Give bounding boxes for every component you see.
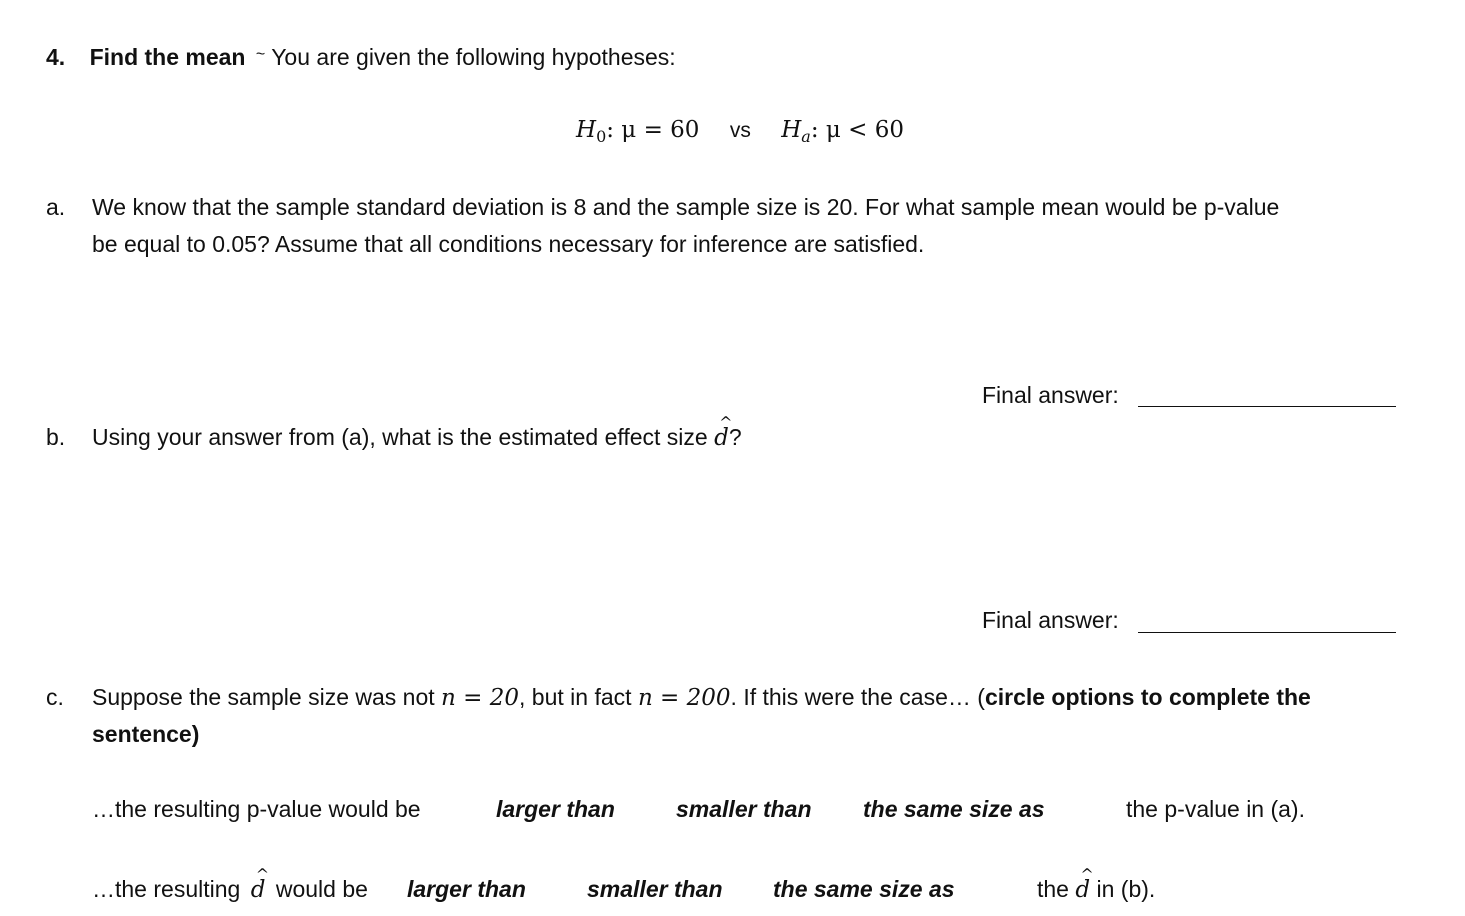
d-hat-symbol-row-2-tail: ^ d	[1075, 877, 1090, 903]
d-hat-symbol-row-2: ^ d	[251, 877, 266, 903]
vs-label: vs	[729, 119, 751, 142]
part-c-text-1: Suppose the sample size was not	[92, 684, 435, 710]
part-b-label: b.	[46, 424, 66, 450]
row-2-tail	[1037, 876, 1155, 903]
part-a-line-2: be equal to 0.05? Assume that all conditions necessary for inference are satisfied.	[92, 231, 925, 257]
part-c-line-1	[92, 684, 1311, 711]
row-2-lead	[92, 876, 368, 903]
d-hat-symbol: ^ d	[714, 425, 729, 451]
ha-subscript: a	[801, 127, 811, 146]
tilde: ~	[255, 46, 266, 63]
part-b-question	[92, 424, 742, 451]
h0-symbol: H	[576, 117, 597, 143]
h0-subscript: 0	[596, 127, 607, 146]
ha-symbol: H	[781, 117, 802, 143]
row-2-option-smaller[interactable]: smaller than	[587, 876, 723, 902]
final-answer-label-a: Final answer:	[982, 382, 1119, 408]
part-a-line-1: We know that the sample standard deviation is 8 and the sample size is 20. For what sample mean would be p-value	[92, 194, 1280, 220]
part-b-question-mark: ?	[728, 424, 742, 450]
row-2-option-same[interactable]: the same size as	[773, 876, 955, 902]
row-2-lead-before: …the resulting	[92, 876, 241, 902]
part-c-label: c.	[46, 684, 64, 710]
n-equals-200: n = 200	[637, 685, 731, 711]
part-c-text-2: , but in fact	[519, 684, 632, 710]
hypotheses	[576, 116, 904, 146]
instruction-open-paren: (	[977, 684, 985, 710]
row-2-lead-after: would be	[275, 876, 368, 902]
row-2-option-larger[interactable]: larger than	[407, 876, 526, 902]
part-a-label: a.	[46, 194, 66, 220]
row-1-option-larger[interactable]: larger than	[496, 796, 615, 822]
row-2-tail-after: in (b).	[1096, 876, 1156, 902]
h0-expression: : μ = 60	[606, 117, 700, 143]
row-2-tail-before: the	[1037, 876, 1069, 902]
n-equals-20-text: n = 20	[441, 685, 520, 711]
question-number: 4.	[46, 44, 66, 70]
ha-expression: : μ < 60	[810, 117, 904, 143]
final-answer-label-b: Final answer:	[982, 607, 1119, 633]
question-header	[46, 44, 676, 71]
row-1-option-smaller[interactable]: smaller than	[676, 796, 812, 822]
n-equals-20	[441, 685, 519, 711]
part-b-text: Using your answer from (a), what is the estimated effect size	[92, 424, 708, 450]
final-answer-line-a[interactable]	[1138, 406, 1396, 407]
row-1-tail: the p-value in (a).	[1126, 796, 1305, 822]
part-c-text-3: . If this were the case…	[730, 684, 971, 710]
row-1-lead: …the resulting p-value would be	[92, 796, 421, 822]
question-intro: You are given the following hypotheses:	[271, 44, 676, 70]
final-answer-line-b[interactable]	[1138, 632, 1396, 633]
row-1-option-same[interactable]: the same size as	[863, 796, 1045, 822]
question-title: Find the mean	[89, 44, 246, 70]
instruction-text: circle options to complete the	[984, 684, 1311, 710]
instruction-line-2: sentence)	[92, 721, 200, 747]
